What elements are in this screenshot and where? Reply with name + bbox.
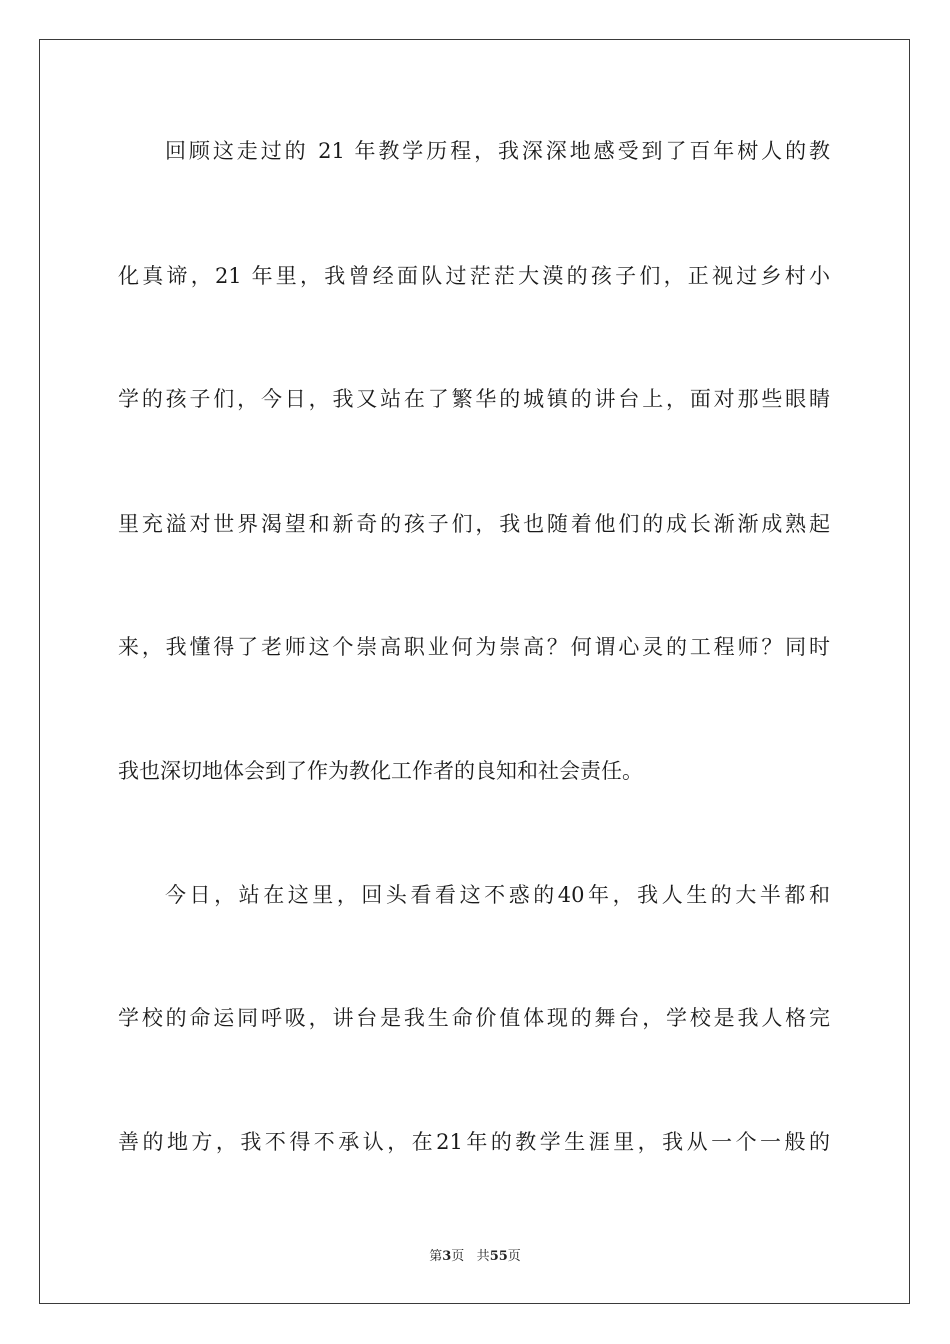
page-frame bbox=[39, 39, 910, 1304]
footer-total-pages: 55 bbox=[489, 1249, 508, 1264]
footer-total-unit: 页 bbox=[507, 1249, 521, 1264]
paragraph-2-line-2: 学校的命运同呼吸，讲台是我生命价值体现的舞台，学校是我人格完 bbox=[118, 1006, 830, 1030]
footer-prefix: 第 bbox=[429, 1249, 443, 1264]
paragraph-1-line-1: 回顾这走过的 21 年教学历程，我深深地感受到了百年树人的教 bbox=[165, 139, 830, 163]
paragraph-2-line-1: 今日，站在这里，回头看看这不惑的40年，我人生的大半都和 bbox=[165, 883, 830, 907]
paragraph-1-line-2: 化真谛，21 年里，我曾经面队过茫茫大漠的孩子们，正视过乡村小 bbox=[118, 264, 830, 288]
footer-page-unit: 页 bbox=[451, 1249, 465, 1264]
footer-page-number: 3 bbox=[442, 1249, 452, 1264]
page-footer bbox=[0, 1249, 950, 1265]
paragraph-2-line-3: 善的地方，我不得不承认，在21年的教学生涯里，我从一个一般的 bbox=[118, 1130, 830, 1154]
paragraph-1-line-3: 学的孩子们，今日，我又站在了繁华的城镇的讲台上，面对那些眼睛 bbox=[118, 387, 830, 411]
footer-total-prefix: 共 bbox=[476, 1249, 490, 1264]
paragraph-1-line-4: 里充溢对世界渴望和新奇的孩子们，我也随着他们的成长渐渐成熟起 bbox=[118, 512, 830, 536]
paragraph-1-line-5: 来，我懂得了老师这个崇高职业何为崇高？何谓心灵的工程师？同时 bbox=[118, 635, 830, 659]
paragraph-1-line-6: 我也深切地体会到了作为教化工作者的良知和社会责任。 bbox=[118, 759, 643, 783]
